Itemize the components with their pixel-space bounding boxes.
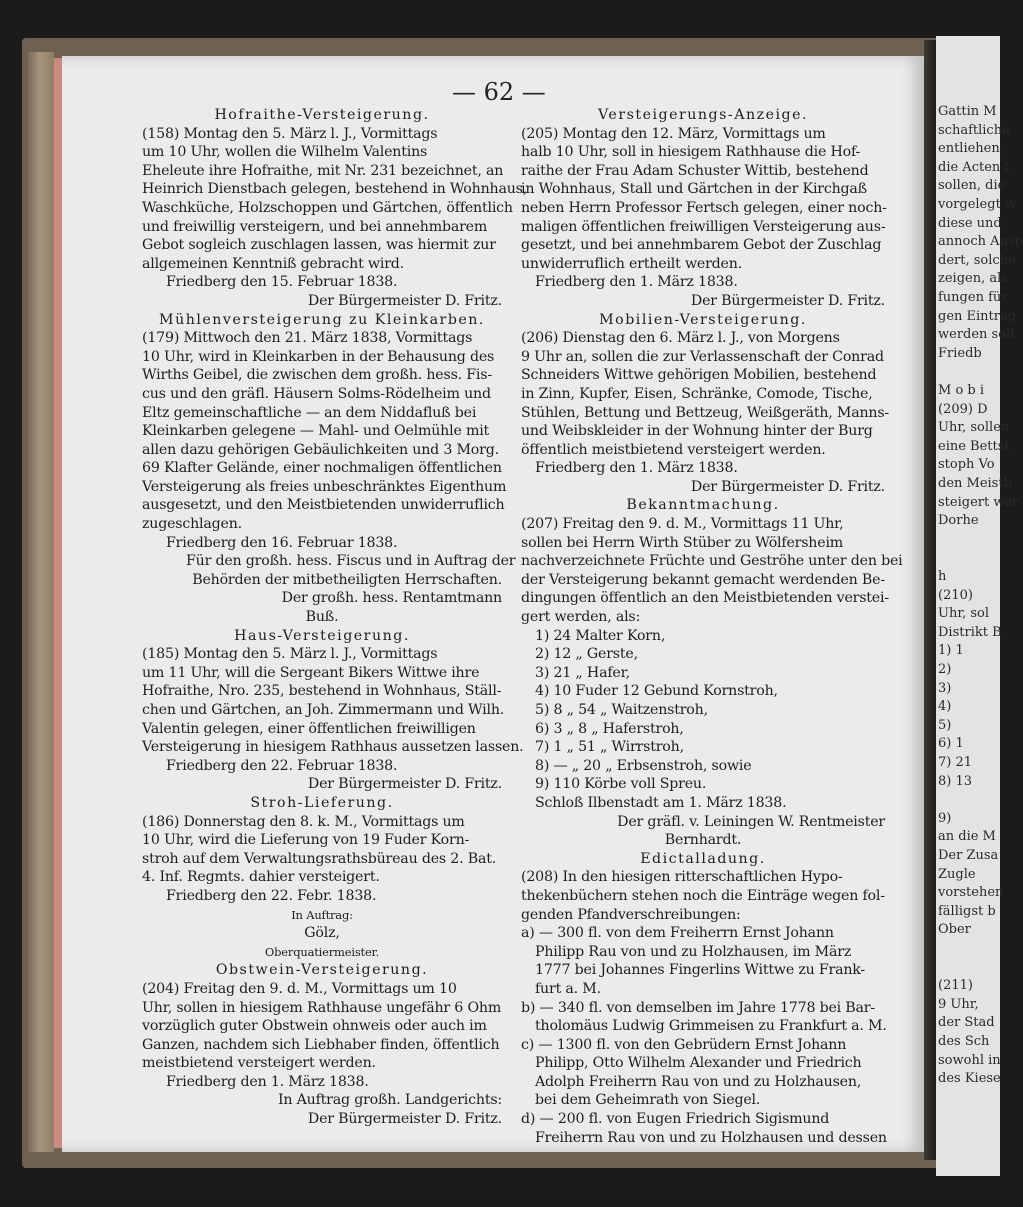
text-line: unwiderruflich ertheilt werden. bbox=[521, 255, 743, 272]
text-line: gert werden, als: bbox=[521, 609, 641, 626]
text-line: c) — 1300 fl. von den Gebrüdern Ernst Johann bbox=[521, 1036, 847, 1053]
text-line: In Auftrag großh. Landgerichts: bbox=[277, 1092, 502, 1109]
facing-page-fragment: stoph Vo bbox=[938, 457, 995, 473]
text-line: Buß. bbox=[305, 609, 339, 626]
section-heading: Mobilien-Versteigerung. bbox=[599, 311, 807, 328]
text-line: öffentlich meistbietend versteigert werden. bbox=[521, 441, 826, 458]
facing-page-fragment: (209) D bbox=[938, 401, 988, 417]
book-gutter bbox=[924, 40, 936, 1160]
text-line: Der Bürgermeister D. Fritz. bbox=[307, 292, 502, 309]
section-heading: Edictalladung. bbox=[640, 850, 766, 867]
facing-page-fragment: 8) 13 bbox=[938, 773, 973, 789]
text-line: Wirths Geibel, die zwischen dem großh. hess. Fis- bbox=[142, 367, 492, 384]
section-heading: Obstwein-Versteigerung. bbox=[215, 962, 429, 979]
facing-page-fragment: Gattin M bbox=[938, 104, 997, 119]
text-line: 9) 110 Körbe voll Spreu. bbox=[535, 776, 707, 793]
text-line: Friedberg den 22. Febr. 1838. bbox=[166, 887, 377, 904]
text-line: 69 Klafter Gelände, einer nochmaligen öffentlichen bbox=[142, 460, 502, 477]
text-line: Kleinkarben gelegene — Mahl- und Oelmühle mit bbox=[142, 423, 490, 440]
text-line: bei dem Geheimrath von Siegel. bbox=[535, 1092, 761, 1109]
facing-page-fragment: sollen, die bbox=[938, 178, 1006, 194]
text-line: ausgesetzt, und den Meistbietenden unwiderruflich bbox=[142, 497, 505, 514]
text-line: Gölz, bbox=[304, 925, 340, 942]
text-line: Hofraithe, Nro. 235, bestehend in Wohnhaus, Ställ- bbox=[142, 683, 502, 700]
facing-page-fragment: entliehen, bbox=[938, 141, 1004, 157]
facing-page-fragment: h bbox=[938, 569, 947, 584]
text-line: tholomäus Ludwig Grimmeisen zu Frankfurt a. M. bbox=[535, 1018, 887, 1035]
text-line: Uhr, sollen in hiesigem Rathhause ungefähr 6 Ohm bbox=[142, 999, 502, 1016]
facing-page-fragment: 9) bbox=[938, 810, 952, 826]
text-line: dingungen öffentlich an den Meistbietenden verstei- bbox=[521, 590, 889, 607]
text-line: Der Bürgermeister D. Fritz. bbox=[307, 776, 502, 793]
text-line: chen und Gärtchen, an Joh. Zimmermann und Wilh. bbox=[142, 702, 505, 718]
text-line: Der gräfl. v. Leiningen W. Rentmeister bbox=[617, 813, 885, 830]
text-line: Für den großh. hess. Fiscus und in Auftrag der bbox=[186, 553, 516, 570]
text-line: Eheleute ihre Hofraithe, mit Nr. 231 bezeichnet, an bbox=[142, 162, 504, 179]
left-column bbox=[142, 106, 528, 1129]
facing-page-fragment: M o b i bbox=[938, 383, 985, 398]
text-line: 1777 bei Johannes Fingerlins Wittwe zu Frank- bbox=[535, 962, 866, 979]
text-line: 4) 10 Fuder 12 Gebund Kornstroh, bbox=[535, 683, 778, 700]
text-line: Schloß Ilbenstadt am 1. März 1838. bbox=[535, 794, 787, 811]
text-line: thekenbüchern stehen noch die Einträge wegen fol- bbox=[521, 887, 885, 904]
text-line: (205) Montag den 12. März, Vormittags um bbox=[521, 125, 826, 142]
text-line: Adolph Freiherrn Rau von und zu Holzhausen, bbox=[535, 1073, 862, 1090]
text-line: Bernhardt. bbox=[664, 832, 742, 849]
text-line: Der Bürgermeister D. Fritz. bbox=[307, 1111, 502, 1128]
text-line: Der großh. hess. Rentamtmann bbox=[281, 590, 502, 607]
right-column bbox=[521, 106, 903, 1147]
text-line: der Versteigerung bekannt gemacht werdenden Be- bbox=[521, 571, 885, 588]
facing-page-fragment: der Stad bbox=[938, 1015, 995, 1031]
facing-page-fragment: 7) 21 bbox=[938, 755, 973, 770]
text-line: (158) Montag den 5. März l. J., Vormittags bbox=[142, 125, 438, 142]
text-line: (186) Donnerstag den 8. k. M., Vormittags um bbox=[142, 813, 465, 830]
facing-page-fragment: die Acten t bbox=[938, 159, 1010, 175]
section-heading: Versteigerungs-Anzeige. bbox=[597, 107, 808, 123]
facing-page-fragment: des Kiese bbox=[938, 1071, 1001, 1087]
section-heading: Mühlenversteigerung zu Kleinkarben. bbox=[159, 311, 485, 328]
text-line: In Auftrag: bbox=[291, 907, 353, 922]
facing-page-fragment: steigert wer bbox=[938, 494, 1019, 510]
text-line: allen dazu gehörigen Gebäulichkeiten und 3 Morg. bbox=[142, 441, 499, 458]
facing-page-fragment: 2) bbox=[938, 662, 952, 677]
text-line: nachverzeichnete Früchte und Geströhe unter den bei bbox=[521, 553, 903, 570]
text-line: um 11 Uhr, will die Sergeant Bikers Wittwe ihre bbox=[142, 664, 480, 681]
text-line: Der Bürgermeister D. Fritz. bbox=[690, 292, 885, 309]
text-line: Behörden der mitbetheiligten Herrschaften. bbox=[192, 571, 502, 588]
text-line: Eltz gemeinschaftliche — an dem Niddafluß bei bbox=[142, 404, 477, 421]
page-number: — 62 — bbox=[452, 78, 546, 106]
text-line: a) — 300 fl. von dem Freiherrn Ernst Johann bbox=[521, 925, 834, 942]
text-line: Friedberg den 16. Februar 1838. bbox=[166, 534, 398, 551]
facing-page bbox=[936, 36, 1023, 1176]
text-line: Waschküche, Holzschoppen und Gärtchen, öffentlich bbox=[142, 199, 513, 216]
red-page-edge bbox=[54, 58, 62, 1148]
text-line: raithe der Frau Adam Schuster Wittib, bestehend bbox=[521, 162, 869, 179]
text-line: 1) 24 Malter Korn, bbox=[535, 627, 666, 644]
page-block-edge bbox=[28, 52, 54, 1152]
facing-page-fragment: Ober bbox=[938, 922, 971, 938]
text-line: stroh auf dem Verwaltungsrathsbüreau des 2. Bat. bbox=[142, 850, 497, 867]
text-line: und freiwillig versteigern, und bei annehmbarem bbox=[142, 218, 488, 235]
facing-page-fragment: fungen für bbox=[938, 290, 1008, 305]
facing-page-fragment: zeigen, als bbox=[938, 271, 1008, 287]
text-line: cus und den gräfl. Häusern Solms-Rödelheim und bbox=[142, 385, 491, 402]
text-line: 3) 21 „ Hafer, bbox=[535, 664, 630, 681]
facing-page-fragment: Zugle bbox=[938, 866, 976, 882]
facing-page-fragment: (210) bbox=[938, 587, 973, 603]
text-line: Gebot sogleich zuschlagen lassen, was hiermit zur bbox=[142, 237, 496, 254]
facing-page-fragment: Der Zusa bbox=[938, 848, 999, 863]
facing-page-fragment: Dorhe bbox=[938, 513, 979, 529]
text-line: um 10 Uhr, wollen die Wilhelm Valentins bbox=[142, 144, 428, 161]
text-line: Friedberg den 1. März 1838. bbox=[166, 1073, 369, 1090]
facing-page-fragment: Uhr, sollen bbox=[938, 420, 1010, 436]
facing-page-fragment: diese und bbox=[938, 215, 1002, 231]
text-line: in Wohnhaus, Stall und Gärtchen in der Kirchgaß bbox=[521, 181, 867, 198]
text-line: d) — 200 fl. von Eugen Friedrich Sigismund bbox=[521, 1111, 830, 1128]
text-line: zugeschlagen. bbox=[142, 516, 242, 533]
facing-page-fragment: den Meistb bbox=[938, 476, 1012, 491]
text-line: Freiherrn Rau von und zu Holzhausen und dessen bbox=[535, 1129, 887, 1146]
facing-page-fragment: des Sch bbox=[938, 1034, 990, 1049]
section-heading: Hofraithe-Versteigerung. bbox=[214, 107, 430, 123]
facing-page-fragment: vorgelegt w bbox=[938, 197, 1017, 212]
text-line: Friedberg den 15. Februar 1838. bbox=[166, 274, 398, 291]
facing-page-fragment: 6) 1 bbox=[938, 736, 964, 752]
text-line: neben Herrn Professor Fertsch gelegen, einer noch- bbox=[521, 199, 887, 216]
text-line: 7) 1 „ 51 „ Wirrstroh, bbox=[535, 739, 684, 756]
text-line: 5) 8 „ 54 „ Waitzenstroh, bbox=[535, 702, 708, 718]
text-line: vorzüglich guter Obstwein ohnweis oder auch im bbox=[142, 1018, 487, 1035]
text-line: (207) Freitag den 9. d. M., Vormittags 11 Uhr, bbox=[521, 516, 844, 533]
text-line: Oberquatiermeister. bbox=[264, 944, 380, 959]
facing-page-fragment: 5) bbox=[938, 717, 952, 733]
text-line: 10 Uhr, wird in Kleinkarben in der Behausung des bbox=[142, 348, 495, 365]
facing-page-fragment: schaftliche bbox=[938, 122, 1010, 138]
facing-page-fragment: vorstehen bbox=[938, 885, 1004, 901]
text-line: furt a. M. bbox=[535, 980, 601, 997]
facing-page-fragment: Uhr, sol bbox=[938, 606, 990, 622]
text-line: (206) Dienstag den 6. März l. J., von Morgens bbox=[521, 330, 840, 347]
text-line: 4. Inf. Regmts. dahier versteigert. bbox=[142, 869, 380, 886]
text-line: (179) Mittwoch den 21. März 1838, Vormittags bbox=[142, 330, 473, 347]
text-line: Philipp Rau von und zu Holzhausen, im März bbox=[535, 943, 852, 960]
text-line: gesetzt, und bei annehmbarem Gebot der Zuschlag bbox=[521, 237, 882, 254]
text-line: Friedberg den 1. März 1838. bbox=[535, 274, 738, 291]
text-line: 8) — „ 20 „ Erbsenstroh, sowie bbox=[535, 757, 752, 774]
text-line: in Zinn, Kupfer, Eisen, Schränke, Comode, Tische, bbox=[521, 385, 873, 402]
text-line: 2) 12 „ Gerste, bbox=[535, 646, 638, 663]
text-line: 10 Uhr, wird die Lieferung von 19 Fuder Korn- bbox=[142, 832, 470, 849]
facing-page-fragment: an die M bbox=[938, 829, 996, 845]
text-line: 9 Uhr an, sollen die zur Verlassenschaft der Conrad bbox=[521, 348, 884, 365]
section-heading: Stroh-Lieferung. bbox=[250, 794, 394, 811]
text-line: Friedberg den 1. März 1838. bbox=[535, 460, 738, 477]
facing-page-fragment: sowohl in bbox=[938, 1052, 1001, 1068]
facing-page-fragment: gen Eintrag bbox=[938, 308, 1017, 324]
text-line: Der Bürgermeister D. Fritz. bbox=[690, 478, 885, 495]
facing-page-fragment: dert, solche bbox=[938, 252, 1016, 268]
text-line: Friedberg den 22. Februar 1838. bbox=[166, 757, 398, 774]
facing-page-fragment: werden soll bbox=[938, 327, 1015, 343]
text-line: Schneiders Wittwe gehörigen Mobilien, bestehend bbox=[521, 367, 877, 384]
facing-page-fragment: 9 Uhr, bbox=[938, 996, 979, 1012]
text-line: allgemeinen Kenntniß gebracht wird. bbox=[142, 255, 404, 272]
facing-page-fragment: Distrikt B bbox=[938, 624, 1002, 640]
text-line: 6) 3 „ 8 „ Haferstroh, bbox=[535, 720, 684, 737]
text-line: Stühlen, Bettung und Bettzeug, Weißgeräth, Manns- bbox=[521, 404, 890, 421]
text-line: Heinrich Dienstbach gelegen, bestehend in Wohnhaus, bbox=[142, 181, 528, 198]
text-line: (185) Montag den 5. März l. J., Vormittags bbox=[142, 646, 438, 663]
facing-page-fragment: 3) bbox=[938, 680, 952, 696]
facing-page-fragment: Friedb bbox=[938, 345, 982, 361]
section-heading: Bekanntmachung. bbox=[626, 497, 780, 514]
text-line: Versteigerung als freies unbeschränktes Eigenthum bbox=[142, 478, 507, 495]
section-heading: Haus-Versteigerung. bbox=[234, 627, 410, 644]
text-line: Philipp, Otto Wilhelm Alexander und Friedrich bbox=[535, 1055, 862, 1072]
text-line: genden Pfandverschreibungen: bbox=[521, 906, 741, 923]
text-line: (204) Freitag den 9. d. M., Vormittags um 10 bbox=[142, 980, 457, 997]
text-line: (208) In den hiesigen ritterschaftlichen Hypo- bbox=[521, 869, 843, 886]
text-line: sollen bei Herrn Wirth Stüber zu Wölfersheim bbox=[521, 534, 844, 551]
text-line: meistbietend versteigert werden. bbox=[142, 1055, 376, 1072]
text-line: Versteigerung in hiesigem Rathhaus aussetzen lassen. bbox=[142, 739, 524, 756]
facing-page-fragment: annoch Ansp bbox=[938, 234, 1023, 250]
text-line: Valentin gelegen, einer öffentlichen freiwilligen bbox=[142, 720, 476, 737]
facing-page-fragment: (211) bbox=[938, 978, 973, 994]
facing-page-fragment: 1) 1 bbox=[938, 643, 964, 659]
facing-page-fragment: 4) bbox=[938, 699, 952, 715]
text-line: und Weibskleider in der Wohnung hinter der Burg bbox=[521, 423, 873, 440]
text-line: b) — 340 fl. von demselben im Jahre 1778 bei Bar- bbox=[521, 999, 875, 1016]
text-line: halb 10 Uhr, soll in hiesigem Rathhause die Hof- bbox=[521, 144, 861, 161]
text-line: maligen öffentlichen freiwilligen Versteigerung aus- bbox=[521, 218, 886, 235]
facing-page-fragment: fälligst b bbox=[938, 903, 996, 919]
facing-page-fragment: eine Bettst bbox=[938, 438, 1010, 454]
text-line: Ganzen, nachdem sich Liebhaber finden, öffentlich bbox=[142, 1036, 500, 1053]
